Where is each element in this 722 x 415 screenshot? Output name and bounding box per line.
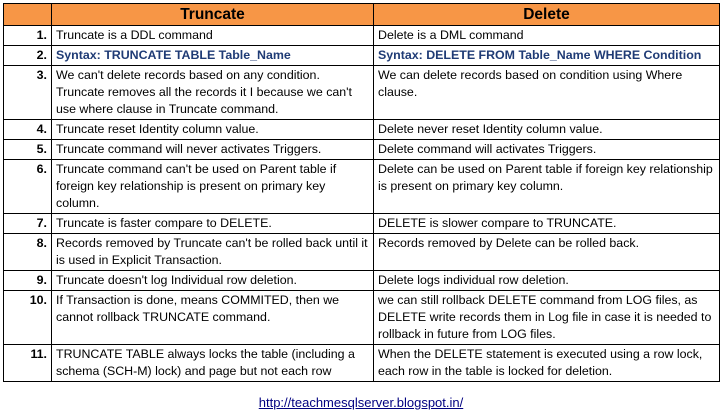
table-row [4,46,720,66]
footer [0,395,722,411]
table-row [4,160,720,214]
delete-cell: Records removed by Delete can be rolled back. [374,234,720,271]
truncate-cell: Truncate command will never activates Triggers. [52,140,374,160]
delete-cell: Delete logs individual row deletion. [374,271,720,291]
row-number: 4. [4,120,52,140]
truncate-cell: TRUNCATE TABLE always locks the table (including a schema (SCH-M) lock) and page but not each row [52,345,374,382]
delete-cell: we can still rollback DELETE command from LOG files, as DELETE write records them in Log file in case it is needed to rollback in future from LOG files. [374,291,720,345]
row-number: 8. [4,234,52,271]
table-row [4,214,720,234]
truncate-cell: Records removed by Truncate can't be rolled back until it is used in Explicit Transaction. [52,234,374,271]
header-delete: Delete [374,4,720,26]
truncate-cell: If Transaction is done, means COMMITED, then we cannot rollback TRUNCATE command. [52,291,374,345]
table-row [4,140,720,160]
table-row [4,26,720,46]
header-row [4,4,720,26]
delete-cell: DELETE is slower compare to TRUNCATE. [374,214,720,234]
truncate-cell: Truncate reset Identity column value. [52,120,374,140]
table-row [4,345,720,382]
row-number: 7. [4,214,52,234]
delete-cell: Delete is a DML command [374,26,720,46]
header-truncate: Truncate [52,4,374,26]
comparison-container [3,3,719,382]
delete-cell: When the DELETE statement is executed using a row lock, each row in the table is locked for deletion. [374,345,720,382]
header-number-cell [4,4,52,26]
delete-cell: Syntax: DELETE FROM Table_Name WHERE Condition [374,46,720,66]
table-row [4,66,720,120]
comparison-table [3,3,720,382]
table-row [4,271,720,291]
table-row [4,291,720,345]
truncate-cell: Truncate is a DDL command [52,26,374,46]
truncate-cell: Syntax: TRUNCATE TABLE Table_Name [52,46,374,66]
delete-cell: Delete can be used on Parent table if foreign key relationship is present on primary key column. [374,160,720,214]
row-number: 9. [4,271,52,291]
row-number: 2. [4,46,52,66]
truncate-cell: Truncate is faster compare to DELETE. [52,214,374,234]
row-number: 6. [4,160,52,214]
delete-cell: We can delete records based on condition using Where clause. [374,66,720,120]
truncate-cell: We can't delete records based on any condition. Truncate removes all the records it I because we can't use where clause in Truncate command. [52,66,374,120]
row-number: 11. [4,345,52,382]
table-row [4,234,720,271]
row-number: 3. [4,66,52,120]
truncate-cell: Truncate command can't be used on Parent table if foreign key relationship is present on primary key column. [52,160,374,214]
row-number: 1. [4,26,52,46]
row-number: 10. [4,291,52,345]
delete-cell: Delete never reset Identity column value. [374,120,720,140]
table-row [4,120,720,140]
delete-cell: Delete command will activates Triggers. [374,140,720,160]
row-number: 5. [4,140,52,160]
truncate-cell: Truncate doesn't log Individual row deletion. [52,271,374,291]
blog-link[interactable]: http://teachmesqlserver.blogspot.in/ [258,395,464,410]
